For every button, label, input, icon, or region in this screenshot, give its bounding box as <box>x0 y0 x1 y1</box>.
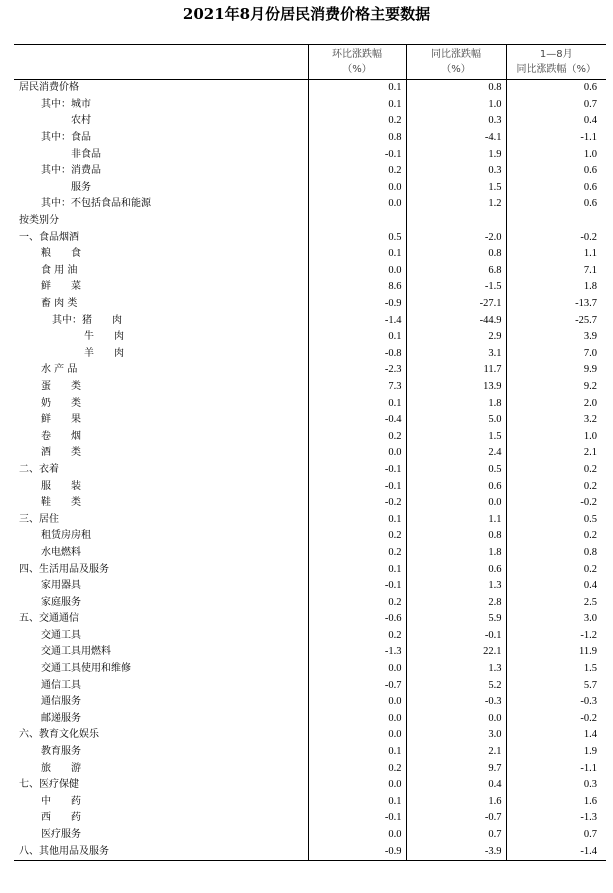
table-row <box>14 229 606 246</box>
cell-month-on-month: -0.1 <box>308 146 406 163</box>
table-row <box>14 362 606 379</box>
cell-year-to-date: 7.0 <box>506 346 606 363</box>
cell-month-on-month: -0.7 <box>308 677 406 694</box>
row-label: 交通工具 <box>41 629 81 641</box>
row-label: 邮递服务 <box>41 712 81 724</box>
row-label: 四、生活用品及服务 <box>19 563 109 575</box>
table-row <box>14 379 606 396</box>
cell-month-on-month: 0.0 <box>308 711 406 728</box>
cell-month-on-month: 0.0 <box>308 196 406 213</box>
cell-year-to-date: 3.0 <box>506 611 606 628</box>
row-label: 教育服务 <box>41 746 81 758</box>
table-row <box>14 462 606 479</box>
cell-year-to-date: -25.7 <box>506 312 606 329</box>
row-label: 按类别分 <box>19 215 59 227</box>
table-row <box>14 611 606 628</box>
row-label: 水 产 品 <box>41 364 78 376</box>
cell-year-to-date: -1.3 <box>506 810 606 827</box>
header-year-on-year <box>406 45 506 80</box>
cell-year-to-date <box>506 213 606 230</box>
table-row <box>14 97 606 114</box>
cell-year-to-date: 2.0 <box>506 395 606 412</box>
cell-year-on-year: 0.8 <box>406 528 506 545</box>
table-row <box>14 760 606 777</box>
cell-year-on-year: 5.0 <box>406 412 506 429</box>
cell-year-to-date: 0.6 <box>506 180 606 197</box>
cell-year-to-date: -1.1 <box>506 130 606 147</box>
cell-month-on-month: 0.2 <box>308 163 406 180</box>
row-label: 其中：不包括食品和能源 <box>41 198 151 210</box>
cell-year-on-year: 0.0 <box>406 495 506 512</box>
table-row <box>14 694 606 711</box>
table-row <box>14 263 606 280</box>
cell-year-on-year: 1.5 <box>406 428 506 445</box>
cell-year-on-year: -27.1 <box>406 296 506 313</box>
cell-year-on-year: -44.9 <box>406 312 506 329</box>
row-label: 服务 <box>71 181 91 193</box>
table-row <box>14 428 606 445</box>
table-row <box>14 545 606 562</box>
header-mom-line2: （%） <box>342 64 372 75</box>
table-row <box>14 445 606 462</box>
cell-year-on-year: 1.1 <box>406 511 506 528</box>
table-row <box>14 794 606 811</box>
row-label: 非食品 <box>71 148 101 160</box>
cell-year-on-year: -3.9 <box>406 843 506 860</box>
table-row <box>14 312 606 329</box>
row-label: 居民消费价格 <box>19 82 79 94</box>
header-ytd-line1: 1—8月 <box>539 49 573 60</box>
cell-year-on-year: 0.6 <box>406 561 506 578</box>
cell-year-to-date: 7.1 <box>506 263 606 280</box>
row-label: 服 装 <box>41 480 81 492</box>
cell-year-on-year: 2.9 <box>406 329 506 346</box>
cell-year-to-date: 0.5 <box>506 511 606 528</box>
cell-month-on-month: 0.2 <box>308 113 406 130</box>
document-title: 2021年8月份居民消费价格主要数据 <box>182 5 431 23</box>
cell-year-on-year: -1.5 <box>406 279 506 296</box>
cell-month-on-month: 0.1 <box>308 329 406 346</box>
table-header-row <box>14 45 606 80</box>
row-label: 其中：城市 <box>41 98 91 110</box>
cell-year-to-date: 1.9 <box>506 744 606 761</box>
cell-year-on-year: -0.7 <box>406 810 506 827</box>
cell-year-to-date: 0.7 <box>506 97 606 114</box>
cell-year-to-date: 9.2 <box>506 379 606 396</box>
cell-month-on-month: -1.4 <box>308 312 406 329</box>
cell-year-to-date: 0.3 <box>506 777 606 794</box>
cell-month-on-month: 0.5 <box>308 229 406 246</box>
cell-month-on-month: 0.8 <box>308 130 406 147</box>
table-row <box>14 511 606 528</box>
cell-year-to-date: 3.9 <box>506 329 606 346</box>
cell-month-on-month: -0.1 <box>308 462 406 479</box>
cell-month-on-month: 7.3 <box>308 379 406 396</box>
cell-year-to-date: 1.6 <box>506 794 606 811</box>
cell-year-on-year: 1.6 <box>406 794 506 811</box>
cell-year-on-year: 5.9 <box>406 611 506 628</box>
cell-year-to-date: 1.8 <box>506 279 606 296</box>
cell-year-to-date: 0.6 <box>506 196 606 213</box>
cell-year-to-date: 9.9 <box>506 362 606 379</box>
cell-month-on-month: -1.3 <box>308 644 406 661</box>
header-month-on-month <box>308 45 406 80</box>
table-row <box>14 246 606 263</box>
cell-month-on-month: 0.1 <box>308 395 406 412</box>
cell-year-on-year: 1.8 <box>406 395 506 412</box>
row-label: 家用器具 <box>41 580 81 592</box>
table-row <box>14 843 606 860</box>
cell-month-on-month: 0.0 <box>308 694 406 711</box>
cell-year-to-date: 0.2 <box>506 528 606 545</box>
cell-year-on-year <box>406 213 506 230</box>
row-label: 八、其他用品及服务 <box>14 843 308 860</box>
cell-year-on-year: 0.3 <box>406 163 506 180</box>
table-row <box>14 777 606 794</box>
table-row <box>14 677 606 694</box>
table-row <box>14 80 606 97</box>
table-row <box>14 163 606 180</box>
cell-month-on-month: -0.6 <box>308 611 406 628</box>
cell-year-on-year: 1.8 <box>406 545 506 562</box>
row-label: 蛋 类 <box>41 380 81 392</box>
cell-year-to-date: 1.4 <box>506 727 606 744</box>
cell-year-on-year: 3.0 <box>406 727 506 744</box>
row-label: 七、医疗保健 <box>19 779 79 791</box>
row-label: 通信工具 <box>41 679 81 691</box>
cell-month-on-month: -0.9 <box>308 843 406 860</box>
row-label: 畜 肉 类 <box>41 298 78 310</box>
cell-year-to-date: 0.6 <box>506 80 606 97</box>
header-yoy-line2: （%） <box>441 64 471 75</box>
row-label: 六、教育文化娱乐 <box>19 729 99 741</box>
row-label: 其中：食品 <box>41 132 91 144</box>
cell-month-on-month: 0.0 <box>308 263 406 280</box>
cell-month-on-month: -0.1 <box>308 578 406 595</box>
cell-year-on-year: 1.2 <box>406 196 506 213</box>
cell-month-on-month: -0.8 <box>308 346 406 363</box>
table-row <box>14 329 606 346</box>
table-row <box>14 744 606 761</box>
row-label: 二、衣着 <box>19 463 59 475</box>
row-label: 五、交通通信 <box>19 613 79 625</box>
cell-year-on-year: 1.9 <box>406 146 506 163</box>
row-label: 租赁房房租 <box>41 530 91 542</box>
table-row <box>14 346 606 363</box>
table-row <box>14 711 606 728</box>
table-row <box>14 495 606 512</box>
cell-year-on-year: 11.7 <box>406 362 506 379</box>
cell-year-on-year: 0.0 <box>406 711 506 728</box>
header-yoy-line1: 同比涨跌幅 <box>431 49 481 60</box>
cell-year-on-year: 0.4 <box>406 777 506 794</box>
row-label: 中 药 <box>41 795 81 807</box>
table-row <box>14 146 606 163</box>
cell-year-on-year: 1.0 <box>406 97 506 114</box>
table-row <box>14 594 606 611</box>
cell-year-to-date: 5.7 <box>506 677 606 694</box>
cell-month-on-month: 0.2 <box>308 528 406 545</box>
cell-year-on-year: 9.7 <box>406 760 506 777</box>
cell-year-to-date: -0.2 <box>506 229 606 246</box>
cell-month-on-month: 0.0 <box>308 827 406 844</box>
cell-month-on-month: -0.1 <box>308 810 406 827</box>
cell-month-on-month: 0.1 <box>308 80 406 97</box>
cell-month-on-month: -0.1 <box>308 478 406 495</box>
row-label: 鞋 类 <box>41 497 81 509</box>
cell-month-on-month: 0.1 <box>308 794 406 811</box>
row-label: 食 用 油 <box>41 264 78 276</box>
table-row <box>14 279 606 296</box>
table-row <box>14 727 606 744</box>
row-label: 鲜 果 <box>41 414 81 426</box>
cell-month-on-month: 0.0 <box>308 777 406 794</box>
cell-year-to-date: 1.5 <box>506 661 606 678</box>
cell-month-on-month: 0.2 <box>308 545 406 562</box>
cell-year-on-year: -0.1 <box>406 628 506 645</box>
table-row <box>14 395 606 412</box>
cell-month-on-month: 0.2 <box>308 628 406 645</box>
row-label: 交通工具用燃料 <box>41 646 111 658</box>
row-label: 三、居住 <box>19 513 59 525</box>
cell-month-on-month: 0.0 <box>308 180 406 197</box>
cell-year-to-date: 0.2 <box>506 478 606 495</box>
cell-year-to-date: -1.4 <box>506 843 606 860</box>
row-label: 奶 类 <box>41 397 81 409</box>
row-label: 牛 肉 <box>84 331 124 343</box>
header-year-to-date <box>506 45 606 80</box>
cell-month-on-month: -0.4 <box>308 412 406 429</box>
table-row <box>14 412 606 429</box>
table-row <box>14 180 606 197</box>
cell-month-on-month: 0.1 <box>308 511 406 528</box>
row-label: 通信服务 <box>41 696 81 708</box>
header-mom-line1: 环比涨跌幅 <box>332 49 382 60</box>
cell-year-on-year: 2.1 <box>406 744 506 761</box>
cell-year-to-date: -1.1 <box>506 760 606 777</box>
table-row <box>14 113 606 130</box>
table-row <box>14 810 606 827</box>
cell-year-to-date: 1.0 <box>506 146 606 163</box>
table-body <box>14 80 606 861</box>
cell-year-to-date: 11.9 <box>506 644 606 661</box>
cell-month-on-month: 0.2 <box>308 760 406 777</box>
cell-year-on-year: -0.3 <box>406 694 506 711</box>
cell-year-to-date: 0.6 <box>506 163 606 180</box>
cell-year-to-date: 0.8 <box>506 545 606 562</box>
cell-year-on-year: 3.1 <box>406 346 506 363</box>
cell-year-to-date: -0.2 <box>506 711 606 728</box>
cell-year-to-date: -13.7 <box>506 296 606 313</box>
cell-year-on-year: 2.8 <box>406 594 506 611</box>
row-label: 其中：猪 肉 <box>52 314 122 326</box>
cell-year-on-year: 5.2 <box>406 677 506 694</box>
cell-month-on-month <box>308 213 406 230</box>
row-label: 一、食品烟酒 <box>19 231 79 243</box>
cell-year-on-year: -4.1 <box>406 130 506 147</box>
cell-year-to-date: 1.0 <box>506 428 606 445</box>
table-row <box>14 561 606 578</box>
row-label: 交通工具使用和维修 <box>41 663 131 675</box>
cell-month-on-month: 0.1 <box>308 97 406 114</box>
table-row <box>14 296 606 313</box>
cell-month-on-month: 0.1 <box>308 561 406 578</box>
cell-year-on-year: 0.8 <box>406 80 506 97</box>
row-label: 粮 食 <box>41 248 81 260</box>
cell-year-on-year: 2.4 <box>406 445 506 462</box>
row-label: 医疗服务 <box>41 829 81 841</box>
cell-month-on-month: 8.6 <box>308 279 406 296</box>
cell-year-on-year: 1.5 <box>406 180 506 197</box>
cell-year-to-date: -0.2 <box>506 495 606 512</box>
table-row <box>14 827 606 844</box>
cell-year-on-year: 22.1 <box>406 644 506 661</box>
cell-month-on-month: 0.2 <box>308 594 406 611</box>
cell-year-to-date: -1.2 <box>506 628 606 645</box>
cell-year-to-date: 0.7 <box>506 827 606 844</box>
row-label: 西 药 <box>41 812 81 824</box>
row-label: 农村 <box>71 115 91 127</box>
cell-year-on-year: 0.8 <box>406 246 506 263</box>
cell-year-to-date: 0.2 <box>506 462 606 479</box>
cell-year-to-date: 3.2 <box>506 412 606 429</box>
header-category <box>14 45 308 80</box>
row-label: 羊 肉 <box>84 347 124 359</box>
cell-month-on-month: 0.0 <box>308 727 406 744</box>
cell-month-on-month: 0.0 <box>308 445 406 462</box>
cell-year-on-year: 0.5 <box>406 462 506 479</box>
cell-month-on-month: 0.0 <box>308 661 406 678</box>
cell-year-on-year: 13.9 <box>406 379 506 396</box>
cell-year-to-date: 1.1 <box>506 246 606 263</box>
row-label: 其中：消费品 <box>41 165 101 177</box>
cell-year-on-year: 0.6 <box>406 478 506 495</box>
cell-year-on-year: 1.3 <box>406 661 506 678</box>
table-row <box>14 130 606 147</box>
cell-month-on-month: -2.3 <box>308 362 406 379</box>
cell-year-to-date: -0.3 <box>506 694 606 711</box>
cell-month-on-month: 0.1 <box>308 744 406 761</box>
row-label: 鲜 菜 <box>41 281 81 293</box>
cell-year-on-year: 0.7 <box>406 827 506 844</box>
cpi-data-table <box>14 44 606 861</box>
cell-year-to-date: 0.4 <box>506 578 606 595</box>
row-label: 酒 类 <box>41 447 81 459</box>
table-row <box>14 213 606 230</box>
cell-year-to-date: 0.4 <box>506 113 606 130</box>
cell-month-on-month: 0.2 <box>308 428 406 445</box>
table-row <box>14 528 606 545</box>
cell-year-to-date: 2.1 <box>506 445 606 462</box>
cell-year-on-year: -2.0 <box>406 229 506 246</box>
cell-month-on-month: -0.9 <box>308 296 406 313</box>
cell-year-on-year: 1.3 <box>406 578 506 595</box>
cell-month-on-month: -0.2 <box>308 495 406 512</box>
row-label: 水电燃料 <box>41 546 81 558</box>
row-label: 卷 烟 <box>41 430 81 442</box>
table-row <box>14 196 606 213</box>
header-ytd-line2: 同比涨跌幅（%） <box>516 64 596 75</box>
table-row <box>14 478 606 495</box>
cell-year-to-date: 0.2 <box>506 561 606 578</box>
table-row <box>14 661 606 678</box>
row-label: 旅 游 <box>41 762 81 774</box>
cell-year-on-year: 6.8 <box>406 263 506 280</box>
cell-month-on-month: 0.1 <box>308 246 406 263</box>
table-row <box>14 644 606 661</box>
table-row <box>14 628 606 645</box>
row-label: 家庭服务 <box>41 596 81 608</box>
cell-year-to-date: 2.5 <box>506 594 606 611</box>
cell-year-on-year: 0.3 <box>406 113 506 130</box>
table-row <box>14 578 606 595</box>
